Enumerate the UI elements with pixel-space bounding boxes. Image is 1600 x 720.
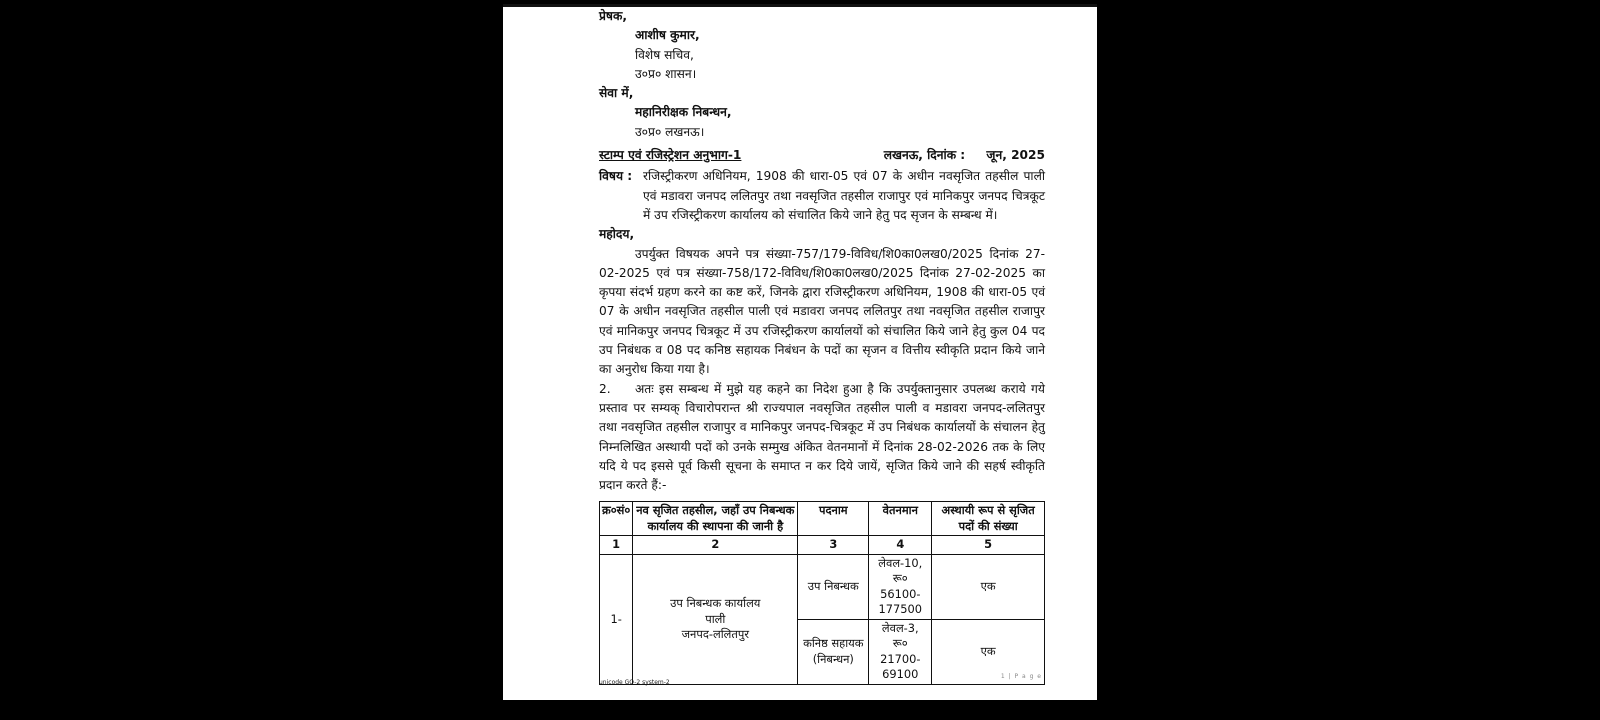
office-line-2: पाली [705, 611, 726, 626]
col-number-2: 2 [633, 536, 798, 555]
salutation: महोदय, [599, 227, 635, 242]
footer-system-label: unicode GO-2 system-2 [599, 679, 670, 686]
col-number-3: 3 [798, 536, 869, 555]
pay-b [869, 619, 932, 684]
reference-row [599, 146, 1045, 165]
paragraph-2 [599, 380, 1045, 496]
table-row [600, 554, 1045, 619]
document-page [503, 4, 1097, 700]
subject-label: विषय : [599, 169, 633, 184]
header-tehsil: नव सृजित तहसील, जहाँ उप निबन्धक कार्यालय की स्थापना की जानी है [633, 502, 798, 536]
subject-block [599, 167, 1045, 225]
sender-designation: विशेष सचिव, [635, 47, 694, 62]
col-number-1: 1 [600, 536, 633, 555]
section-name: स्टाम्प एवं रजिस्ट्रेशन अनुभाग-1 [599, 148, 742, 163]
place-date: लखनऊ, दिनांक : जून, 2025 [883, 148, 1045, 163]
pay-b-line-2: रू० 21700- [880, 636, 921, 666]
pay-b-line-1: लेवल-3, [881, 620, 919, 635]
recipient-label: सेवा में, [599, 86, 634, 101]
row-serial: 1- [600, 554, 633, 684]
letter-body [599, 7, 1045, 685]
pay-a [869, 554, 932, 619]
paragraph-2-text: अतः इस सम्बन्ध में मुझे यह कहने का निदेश हुआ है कि उपर्युक्तानुसार उपलब्ध कराये गये प्रस्ताव पर सम्यक् विचारोपरान्त श्री राज्यपाल नवसृजित तहसील पाली व मडावरा जनपद-ललितपुर तथा नवसृजित तहसील राजापुर व मानिकपुर जनपद-चित्रकूट में उप निबंधक कार्यालयों के संचालन हेतु निम्नलिखित अस्थायी पदों को उनके सम्मुख अंकित वेतनमानों में दिनांक 28-02-2026 तक के लिए यदि ये पद इससे पूर्व किसी सूचना के समाप्त न कर दिये जायें, सृजित किये जाने की सहर्ष स्वीकृति प्रदान करते हैं:- [599, 381, 1045, 493]
recipient-name: महानिरीक्षक निबन्धन, [635, 105, 732, 120]
sender-office: उ०प्र० शासन। [635, 66, 697, 81]
sender-name: आशीष कुमार, [635, 28, 700, 43]
page-number: 1 | P a g e [1000, 673, 1042, 680]
office-line-1: उप निबन्धक कार्यालय [670, 596, 761, 611]
paragraph-2-number: 2. [599, 381, 611, 396]
header-count: अस्थायी रूप से सृजित पदों की संख्या [932, 502, 1045, 536]
paragraph-1: उपर्युक्त विषयक अपने पत्र संख्या-757/179-विविध/शि0का0लख0/2025 दिनांक 27-02-2025 एवं पत्र संख्या-758/172-विविध/शि0का0लख0/2025 दिनांक 27-02-2025 का कृपया संदर्भ ग्रहण करने का कष्ट करें, जिनके द्वारा रजिस्ट्रीकरण अधिनियम, 1908 की धारा-05 एवं 07 के अधीन नवसृजित तहसील पाली एवं मडावरा जनपद ललितपुर तथा नवसृजित तहसील राजापुर एवं मानिकपुर जनपद चित्रकूट में उप रजिस्ट्रीकरण कार्यालयों को संचालित किये जाने हेतु कुल 04 पद उप निबंधक व 08 पद कनिष्ठ सहायक निबंधन के पदों का सृजन व वित्तीय स्वीकृति प्रदान किये जाने का अनुरोध किया गया है। [599, 246, 1045, 377]
table-header-row [600, 502, 1045, 536]
office-line-3: जनपद-ललितपुर [681, 627, 749, 642]
pay-a-line-3: 177500 [878, 602, 923, 617]
recipient-office: उ०प्र० लखनऊ। [635, 124, 705, 139]
posts-table [599, 501, 1045, 685]
row-office [633, 554, 798, 684]
pay-a-line-2: रू० 56100- [880, 571, 921, 601]
count-a: एक [932, 554, 1045, 619]
sender-label: प्रेषक, [599, 9, 627, 23]
post-a: उप निबन्धक [798, 554, 869, 619]
count-b: एक [932, 619, 1045, 684]
post-b [798, 619, 869, 684]
header-serial: क्र०सं० [600, 502, 633, 536]
header-pay: वेतनमान [869, 502, 932, 536]
header-post: पदनाम [798, 502, 869, 536]
col-number-5: 5 [932, 536, 1045, 555]
pay-a-line-1: लेवल-10, [878, 555, 923, 570]
post-b-line-2: (निबन्धन) [812, 651, 854, 666]
subject-text: रजिस्ट्रीकरण अधिनियम, 1908 की धारा-05 एवं 07 के अधीन नवसृजित तहसील पाली एवं मडावरा जनपद ललितपुर तथा नवसृजित तहसील राजापुर एवं मानिकपुर जनपद चित्रकूट में उप रजिस्ट्रीकरण कार्यालय को संचालित किये जाने हेतु पद सृजन के सम्बन्ध में। [643, 169, 1045, 222]
post-b-line-1: कनिष्ठ सहायक [803, 636, 864, 651]
col-number-4: 4 [869, 536, 932, 555]
pay-b-line-3: 69100 [882, 667, 919, 682]
table-number-row [600, 536, 1045, 555]
